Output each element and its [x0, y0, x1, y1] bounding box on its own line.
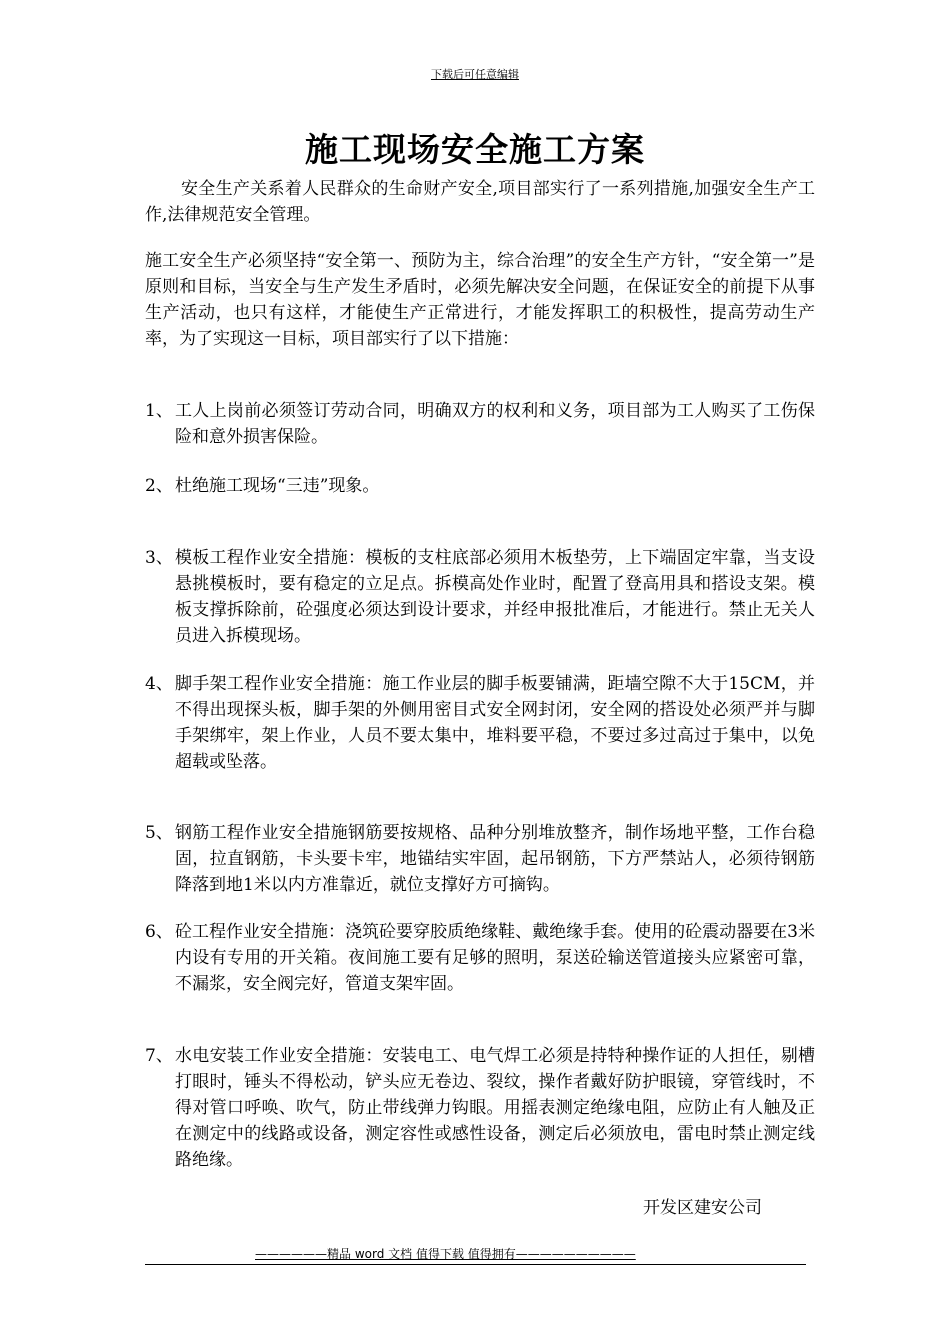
list-item-text: 模板工程作业安全措施：模板的支柱底部必须用木板垫劳，上下端固定牢靠，当支设悬挑模板时，要有稳定的立足点。拆模高处作业时，配置了登高用具和搭设支架。模板支撑拆除前，砼强度必须达到设计要求，并经申报批准后，才能进行。禁止无关人员进入拆模现场。: [175, 548, 815, 646]
list-item-number: 5、: [145, 823, 173, 843]
list-item: [145, 1043, 815, 1173]
list-item: [145, 919, 815, 997]
list-item-text: 工人上岗前必须签订劳动合同，明确双方的权利和义务，项目部为工人购买了工伤保险和意外损害保险。: [175, 401, 815, 447]
list-item-text: 钢筋工程作业安全措施钢筋要按规格、品种分别堆放整齐，制作场地平整，工作台稳固，拉直钢筋，卡头要卡牢，地锚结实牢固，起吊钢筋，下方严禁站人，必须待钢筋降落到地1米以内方准靠近，就位支撑好方可摘钩。: [175, 823, 815, 895]
company-signature: 开发区建安公司: [643, 1198, 762, 1218]
list-item: [145, 671, 815, 775]
intro-paragraph: 安全生产关系着人民群众的生命财产安全,项目部实行了一系列措施,加强安全生产工作,法律规范安全管理。: [145, 179, 815, 225]
principle-paragraph: 施工安全生产必须坚持“安全第一、预防为主，综合治理”的安全生产方针，“安全第一”是原则和目标，当安全与生产发生矛盾时，必须先解决安全问题，在保证安全的前提下从事生产活动，也只有这样，才能使生产正常进行，才能发挥职工的积极性，提高劳动生产率，为了实现这一目标，项目部实行了以下措施：: [145, 251, 815, 349]
header-note: 下载后可任意编辑: [431, 68, 519, 81]
document-title: 施工现场安全施工方案: [305, 130, 645, 169]
list-item-text: 水电安装工作业安全措施：安装电工、电气焊工必须是持特种操作证的人担任，剔槽打眼时，锤头不得松动，铲头应无卷边、裂纹，操作者戴好防护眼镜，穿管线时，不得对管口呼唤、吹气，防止带线弹力钩眼。用摇表测定绝缘电阻，应防止有人触及正在测定中的线路或设备，测定容性或感性设备，测定后必须放电，雷电时禁止测定线路绝缘。: [175, 1046, 815, 1170]
list-item-text: 砼工程作业安全措施：浇筑砼要穿胶质绝缘鞋、戴绝缘手套。使用的砼震动器要在3米内设有专用的开关箱。夜间施工要有足够的照明，泵送砼输送管道接头应紧密可靠，不漏浆，安全阀完好，管道支架牢固。: [175, 922, 815, 994]
footer-note: ——————精品 word 文档 值得下载 值得拥有——————————: [255, 1247, 636, 1261]
footer-divider: [145, 1264, 806, 1265]
list-item-number: 3、: [145, 548, 173, 568]
list-item-text: 杜绝施工现场“三违”现象。: [175, 476, 380, 496]
list-item-number: 4、: [145, 674, 173, 694]
list-item-number: 7、: [145, 1046, 173, 1066]
list-item: [145, 545, 815, 649]
list-item-number: 6、: [145, 922, 173, 942]
list-item: [145, 473, 815, 499]
list-item-number: 1、: [145, 401, 173, 421]
list-item-number: 2、: [145, 476, 173, 496]
list-item-text: 脚手架工程作业安全措施：施工作业层的脚手板要铺满，距墙空隙不大于15CM，并不得出现探头板，脚手架的外侧用密目式安全网封闭，安全网的搭设处必须严并与脚手架绑牢，架上作业，人员不要太集中，堆料要平稳，不要过多过高过于集中，以免超载或坠落。: [175, 674, 815, 772]
list-item: [145, 398, 815, 450]
list-item: [145, 820, 815, 898]
